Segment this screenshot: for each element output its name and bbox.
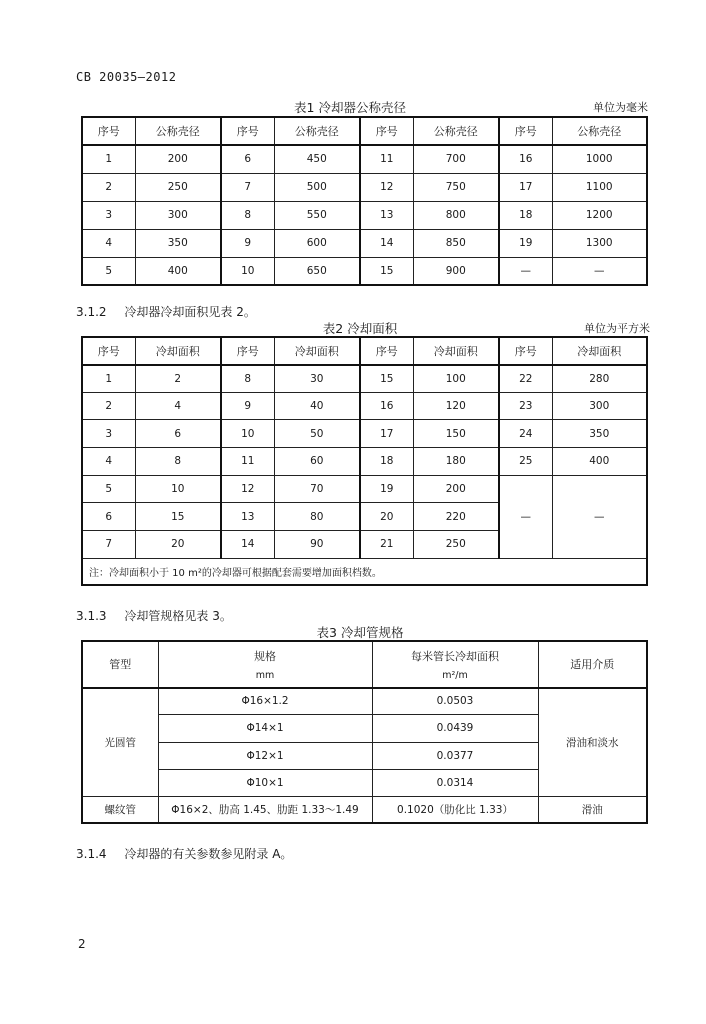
seq-cell: 7 (221, 173, 274, 201)
section-text: 冷却管规格见表 3。 (124, 609, 232, 623)
header-value: 公称壳径 (274, 117, 360, 145)
header-value: 冷却面积 (552, 337, 647, 365)
value-cell: 800 (413, 201, 499, 229)
seq-cell: 8 (221, 365, 274, 393)
table-row (82, 420, 647, 448)
table1 (81, 116, 648, 286)
spec-cell: Φ12×1 (158, 742, 372, 769)
table2-unit: 单位为平方米 (584, 322, 650, 335)
seq-cell: 20 (360, 503, 413, 531)
area-cell: 0.1020（肋化比 1.33） (372, 797, 538, 823)
seq-cell: 10 (221, 257, 274, 285)
header-seq: 序号 (499, 117, 552, 145)
empty-value-cell: — (552, 475, 647, 558)
table-row (82, 201, 647, 229)
seq-cell: 11 (360, 145, 413, 173)
header-seq: 序号 (360, 117, 413, 145)
seq-cell: 17 (360, 420, 413, 448)
empty-seq-cell: — (499, 475, 552, 558)
header-seq: 序号 (221, 337, 274, 365)
value-cell: 600 (274, 229, 360, 257)
type-plain-cell: 光圆管 (82, 688, 158, 797)
header-spec-label: 规格 (254, 649, 276, 663)
table1-unit: 单位为毫米 (593, 101, 648, 114)
section-text: 冷却器冷却面积见表 2。 (124, 305, 256, 319)
seq-cell: 18 (499, 201, 552, 229)
value-cell: 180 (413, 448, 499, 476)
section-3-1-3 (76, 607, 232, 624)
spec-cell: Φ16×1.2 (158, 688, 372, 715)
value-cell: 700 (413, 145, 499, 173)
value-cell: 400 (552, 448, 647, 476)
value-cell: 350 (552, 420, 647, 448)
header-medium: 适用介质 (538, 641, 647, 688)
table-row (82, 145, 647, 173)
seq-cell: 4 (82, 229, 135, 257)
seq-cell: 10 (221, 420, 274, 448)
value-cell: 4 (135, 392, 221, 420)
table-row (82, 365, 647, 393)
seq-cell: 6 (82, 503, 135, 531)
value-cell: 80 (274, 503, 360, 531)
value-cell: 750 (413, 173, 499, 201)
seq-cell: 2 (82, 173, 135, 201)
seq-cell: 2 (82, 392, 135, 420)
value-cell: 900 (413, 257, 499, 285)
seq-cell: 4 (82, 448, 135, 476)
seq-cell: 21 (360, 531, 413, 559)
value-cell: 220 (413, 503, 499, 531)
value-cell: 850 (413, 229, 499, 257)
page-number: 2 (78, 937, 86, 951)
seq-cell: 14 (360, 229, 413, 257)
table2-note: 注：冷却面积小于 10 m²的冷却器可根据配套需要增加面积档数。 (82, 558, 647, 585)
table-row (82, 229, 647, 257)
seq-cell: 17 (499, 173, 552, 201)
value-cell: 6 (135, 420, 221, 448)
seq-cell: 14 (221, 531, 274, 559)
area-cell: 0.0439 (372, 715, 538, 742)
seq-cell: 7 (82, 531, 135, 559)
header-type: 管型 (82, 641, 158, 688)
section-number: 3.1.2 (76, 305, 107, 319)
value-cell: 1100 (552, 173, 647, 201)
seq-cell: 18 (360, 448, 413, 476)
value-cell: 300 (552, 392, 647, 420)
medium-threaded-cell: 滑油 (538, 797, 647, 823)
seq-cell: 9 (221, 229, 274, 257)
seq-cell: 19 (360, 475, 413, 503)
spec-cell: Φ10×1 (158, 769, 372, 796)
seq-cell: 12 (360, 173, 413, 201)
header-value: 冷却面积 (274, 337, 360, 365)
value-cell: 40 (274, 392, 360, 420)
value-cell: 15 (135, 503, 221, 531)
section-3-1-2 (76, 303, 256, 320)
header-area-label: 每米管长冷却面积 (411, 649, 499, 663)
seq-cell: 15 (360, 257, 413, 285)
value-cell: 450 (274, 145, 360, 173)
value-cell: 200 (135, 145, 221, 173)
type-threaded-cell: 螺纹管 (82, 797, 158, 823)
value-cell: 60 (274, 448, 360, 476)
seq-cell: 15 (360, 365, 413, 393)
value-cell: 2 (135, 365, 221, 393)
section-text: 冷却器的有关参数参见附录 A。 (124, 847, 293, 861)
seq-cell: 23 (499, 392, 552, 420)
header-value: 冷却面积 (135, 337, 221, 365)
seq-cell: 1 (82, 365, 135, 393)
value-cell: — (552, 257, 647, 285)
header-value: 冷却面积 (413, 337, 499, 365)
table1-title: 表1 冷却器公称壳径 (294, 100, 406, 115)
value-cell: 250 (135, 173, 221, 201)
seq-cell: 22 (499, 365, 552, 393)
value-cell: 1000 (552, 145, 647, 173)
value-cell: 300 (135, 201, 221, 229)
spec-cell: Φ14×1 (158, 715, 372, 742)
header-value: 公称壳径 (552, 117, 647, 145)
table-row (82, 392, 647, 420)
value-cell: 280 (552, 365, 647, 393)
section-number: 3.1.3 (76, 609, 107, 623)
seq-cell: 11 (221, 448, 274, 476)
value-cell: 350 (135, 229, 221, 257)
header-spec (158, 641, 372, 688)
value-cell: 100 (413, 365, 499, 393)
value-cell: 150 (413, 420, 499, 448)
header-value: 公称壳径 (135, 117, 221, 145)
value-cell: 20 (135, 531, 221, 559)
seq-cell: 16 (360, 392, 413, 420)
value-cell: 10 (135, 475, 221, 503)
table-row (82, 257, 647, 285)
table-row (82, 173, 647, 201)
header-seq: 序号 (221, 117, 274, 145)
seq-cell: 8 (221, 201, 274, 229)
seq-cell: 1 (82, 145, 135, 173)
seq-cell: 3 (82, 420, 135, 448)
header-area (372, 641, 538, 688)
section-number: 3.1.4 (76, 847, 107, 861)
table2-title: 表2 冷却面积 (322, 321, 398, 336)
header-area-unit: m²/m (442, 669, 468, 681)
seq-cell: 19 (499, 229, 552, 257)
header-seq: 序号 (82, 117, 135, 145)
value-cell: 250 (413, 531, 499, 559)
standard-code: CB 20035—2012 (76, 70, 177, 84)
value-cell: 500 (274, 173, 360, 201)
area-cell: 0.0503 (372, 688, 538, 715)
value-cell: 50 (274, 420, 360, 448)
header-spec-unit: mm (255, 669, 275, 681)
header-seq: 序号 (499, 337, 552, 365)
table-row (82, 448, 647, 476)
seq-cell: 13 (221, 503, 274, 531)
value-cell: 90 (274, 531, 360, 559)
seq-cell: 5 (82, 475, 135, 503)
area-cell: 0.0377 (372, 742, 538, 769)
value-cell: 550 (274, 201, 360, 229)
table-row (82, 475, 647, 503)
note-row (82, 558, 647, 585)
value-cell: 650 (274, 257, 360, 285)
value-cell: 120 (413, 392, 499, 420)
value-cell: 1200 (552, 201, 647, 229)
header-seq: 序号 (82, 337, 135, 365)
seq-cell: 25 (499, 448, 552, 476)
value-cell: 8 (135, 448, 221, 476)
spec-cell: Φ16×2、肋高 1.45、肋距 1.33～1.49 (158, 797, 372, 823)
table2 (81, 336, 648, 586)
seq-cell: 13 (360, 201, 413, 229)
seq-cell: 3 (82, 201, 135, 229)
seq-cell: — (499, 257, 552, 285)
seq-cell: 12 (221, 475, 274, 503)
area-cell: 0.0314 (372, 769, 538, 796)
seq-cell: 5 (82, 257, 135, 285)
medium-plain-cell: 滑油和淡水 (538, 688, 647, 797)
header-seq: 序号 (360, 337, 413, 365)
value-cell: 400 (135, 257, 221, 285)
table3-title: 表3 冷却管规格 (316, 625, 404, 640)
value-cell: 1300 (552, 229, 647, 257)
table3 (81, 640, 648, 824)
seq-cell: 16 (499, 145, 552, 173)
seq-cell: 24 (499, 420, 552, 448)
section-3-1-4 (76, 845, 292, 862)
header-value: 公称壳径 (413, 117, 499, 145)
value-cell: 70 (274, 475, 360, 503)
value-cell: 30 (274, 365, 360, 393)
value-cell: 200 (413, 475, 499, 503)
seq-cell: 6 (221, 145, 274, 173)
seq-cell: 9 (221, 392, 274, 420)
